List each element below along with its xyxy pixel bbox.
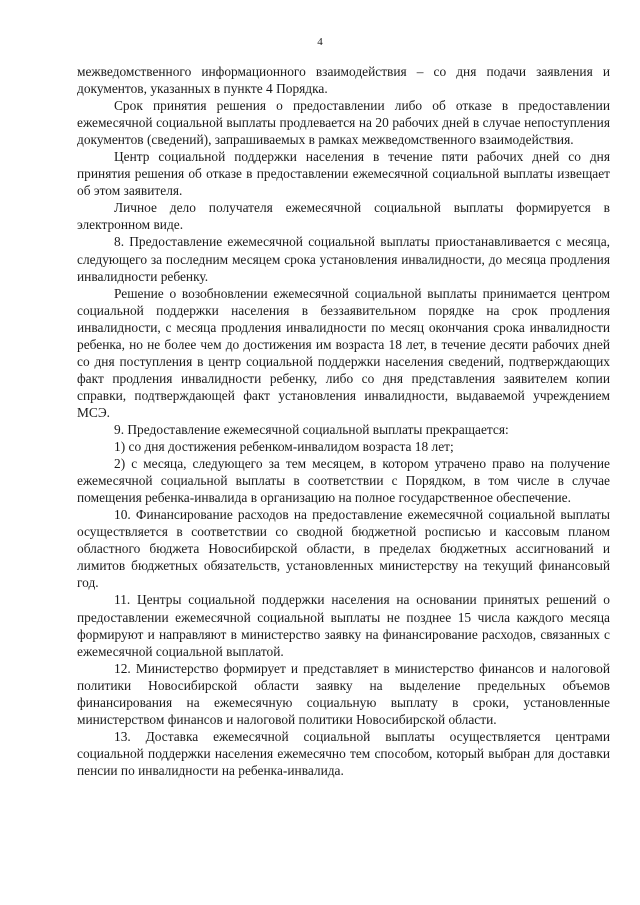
paragraph-personal-file: Личное дело получателя ежемесячной социальной выплаты формируется в электронном виде. [77,200,610,233]
paragraph-decision-term: Срок принятия решения о предоставлении либо об отказе в предоставлении ежемесячной социальной выплаты продлевается на 20 рабочих дней в случае непоступления документов (сведений), запрашиваемых в рамках межведомственного взаимодействия. [77,98,610,148]
paragraph-item-9-sub-2: 2) с месяца, следующего за тем месяцем, в котором утрачено право на получение ежемесячной социальной выплаты в соответствии с Порядком, в том числе в случае помещения ребенка-инвалида в организацию на полное государственное обеспечение. [77,456,610,506]
paragraph-item-13: 13. Доставка ежемесячной социальной выплаты осуществляется центрами социальной поддержки населения ежемесячно тем способом, который выбран для доставки пенсии по инвалидности на ребенка-инвалида. [77,728,610,778]
document-body [77,63,610,779]
paragraph-item-10: 10. Финансирование расходов на предоставление ежемесячной социальной выплаты осуществляется в соответствии со сводной бюджетной росписью и кассовым планом областного бюджета Новосибирской области, в пределах бюджетных ассигнований и лимитов бюджетных обязательств, установленных министерству на текущий финансовый год. [77,507,610,591]
paragraph-item-11: 11. Центры социальной поддержки населения на основании принятых решений о предоставлении ежемесячной социальной выплаты не позднее 15 числа каждого месяца формируют и направляют в министерство заявку на финансирование расходов, связанных с ежемесячной социальной выплатой. [77,592,610,659]
paragraph-resumption: Решение о возобновлении ежемесячной социальной выплаты принимается центром социальной поддержки населения в беззаявительном порядке на срок продления инвалидности, с месяца продления инвалидности по месяц окончания срока инвалидности ребенка, но не более чем до достижения им возраста 18 лет, в течение десяти рабочих дней со дня поступления в центр социальной поддержки населения сведений, подтверждающих факт продления инвалидности ребенку, либо со дня представления заявителем копии справки, подтверждающей факт установления инвалидности, выдаваемой учреждением МСЭ. [77,285,610,420]
paragraph-refusal-notice: Центр социальной поддержки населения в течение пяти рабочих дней со дня принятия решения об отказе в предоставлении ежемесячной социальной выплаты извещает об этом заявителя. [77,149,610,199]
page-number: 4 [317,36,323,48]
paragraph-continuation: межведомственного информационного взаимодействия – со дня подачи заявления и документов, указанных в пункте 4 Порядка. [77,64,610,97]
paragraph-item-9-sub-1: 1) со дня достижения ребенком-инвалидом возраста 18 лет; [114,439,454,455]
paragraph-item-9: 9. Предоставление ежемесячной социальной выплаты прекращается: [114,421,509,437]
paragraph-item-8: 8. Предоставление ежемесячной социальной выплаты приостанавливается с месяца, следующего за последним месяцем срока установления инвалидности, до месяца продления инвалидности ребенку. [77,234,610,284]
paragraph-item-12: 12. Министерство формирует и представляет в министерство финансов и налоговой политики Новосибирской области заявку на выделение предельных объемов финансирования на ежемесячную социальную выплату в сроки, установленные министерством финансов и налоговой политики Новосибирской области. [77,660,610,727]
